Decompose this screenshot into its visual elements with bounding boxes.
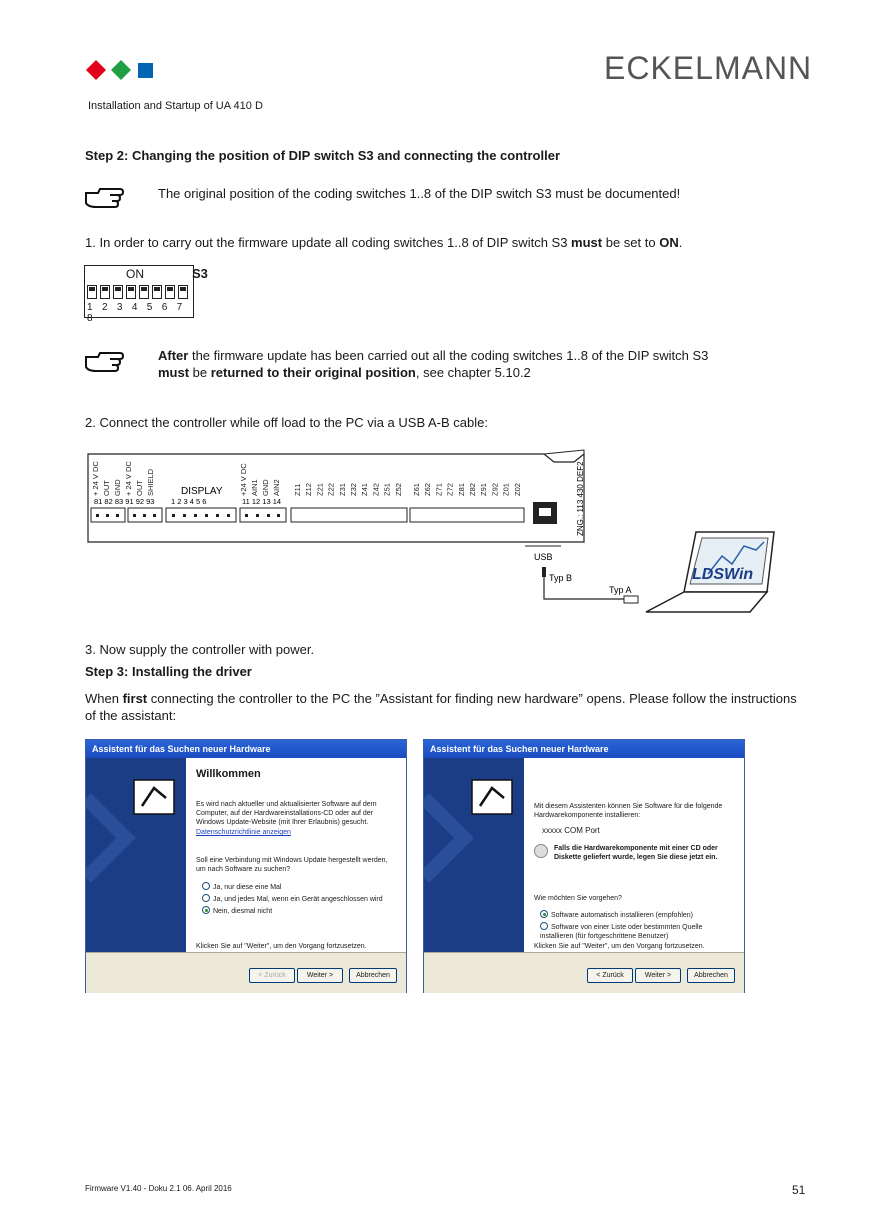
wizard-content <box>186 758 406 952</box>
dip-switch-5 <box>139 285 149 299</box>
option-not-now[interactable]: Nein, diesmal nicht <box>202 906 272 916</box>
display-label: DISPLAY <box>181 486 223 497</box>
terminal-label: Z81 <box>456 483 466 496</box>
radio-icon <box>202 894 210 902</box>
option-list-install[interactable]: Software von einer Liste oder bestimmten Quelle installieren (für fortgeschrittene Benutzer) <box>540 924 703 940</box>
step2-item1: 1. In order to carry out the firmware update all coding switches 1..8 of DIP switch S3 must be set to ON. <box>85 235 683 250</box>
radio-selected-icon <box>202 906 210 914</box>
dip-switch-s3 <box>84 265 194 324</box>
terminal-label: GND <box>113 479 122 496</box>
step2-heading: Step 2: Changing the position of DIP switch S3 and connecting the controller <box>85 148 561 163</box>
next-button[interactable]: Weiter > <box>635 968 681 983</box>
dip-switch-6 <box>152 285 162 299</box>
privacy-link[interactable]: Datenschutzrichtlinie anzeigen <box>196 829 291 836</box>
dip-switch-label: S3 <box>192 266 208 281</box>
terminal-label: Z02 <box>512 483 522 496</box>
terminal-label: Z62 <box>423 483 433 496</box>
terminal-label: Z42 <box>371 483 381 496</box>
wizard-title: Assistent für das Suchen neuer Hardware <box>86 740 406 758</box>
terminal-label: OUT <box>135 480 144 496</box>
terminal-label: Z21 <box>315 483 325 496</box>
wizard-side-panel <box>86 758 186 952</box>
dip-switch-1 <box>87 285 97 299</box>
brand-name: ECKELMANN <box>604 50 813 86</box>
terminal-label: Z71 <box>434 483 444 496</box>
cd-icon <box>534 844 548 861</box>
next-button[interactable]: Weiter > <box>297 968 343 983</box>
option-once[interactable]: Ja, nur diese eine Mal <box>202 882 281 892</box>
dip-switch-7 <box>165 285 175 299</box>
terminal-label: Z22 <box>326 483 336 496</box>
terminal-label: Z12 <box>304 483 314 496</box>
terminal-label: Z61 <box>412 483 421 496</box>
pointing-hand-icon <box>84 183 124 211</box>
wizard-heading: Willkommen <box>196 768 261 780</box>
terminal-label: +24 V DC <box>239 463 248 496</box>
terminal-label: Z41 <box>360 483 370 496</box>
wizard-welcome-screenshot <box>85 739 407 993</box>
typ-a-label: Typ A <box>609 585 632 595</box>
terminal-label: + 24 V DC <box>91 461 100 496</box>
step3-item3: 3. Now supply the controller with power. <box>85 642 315 657</box>
step3-heading: Step 3: Installing the driver <box>85 664 252 679</box>
dip-on-label: ON <box>126 267 144 281</box>
display-numbers: 1 2 3 4 5 6 <box>171 497 207 506</box>
step3-paragraph: When first connecting the controller to the PC the ”Assistant for finding new hardware” opens. Please follow the instructions of the assistant: <box>85 691 797 723</box>
cancel-button[interactable]: Abbrechen <box>349 968 397 983</box>
dip-switch-3 <box>113 285 123 299</box>
terminal-label: Z91 <box>479 483 489 496</box>
dip-switch-4 <box>126 285 136 299</box>
back-button[interactable]: < Zurück <box>587 968 633 983</box>
header-subtitle: Installation and Startup of UA 410 D <box>88 100 263 112</box>
drawing-number: ZNG.: 113 430 DEF2 <box>576 461 585 536</box>
dip-switch-2 <box>100 285 110 299</box>
ldswin-label: LDSWin <box>692 566 754 583</box>
note-document-switches: The original position of the coding switches 1..8 of the DIP switch S3 must be documented! <box>158 186 681 201</box>
wizard-side-panel <box>424 758 524 952</box>
wizard-intro: Mit diesem Assistenten können Sie Software für die folgende Hardwarekomponente installieren: <box>534 803 723 819</box>
typ-b-label: Typ B <box>549 573 573 583</box>
radio-icon <box>202 882 210 890</box>
laptop-icon <box>646 532 774 612</box>
terminal-label: SHIELD <box>146 468 155 496</box>
device-name: xxxxx COM Port <box>542 826 600 835</box>
page-number: 51 <box>792 1183 806 1197</box>
dip-switch-8 <box>178 285 188 299</box>
wizard-content <box>524 758 744 952</box>
wizard-title: Assistent für das Suchen neuer Hardware <box>424 740 744 758</box>
wizard-continue-hint: Klicken Sie auf "Weiter", um den Vorgang fortzusetzen. <box>196 943 367 950</box>
dip-numbers: 1 2 3 4 5 6 7 8 <box>87 302 186 324</box>
ain-numbers: 11 12 13 14 <box>242 497 282 506</box>
terminal-label: Z01 <box>501 483 511 496</box>
note-restore-switches: After the firmware update has been carried out all the coding switches 1..8 of the DIP switch S3 must be returned to their original position, see chapter 5.10.2 <box>158 348 709 380</box>
wizard-question: Wie möchten Sie vorgehen? <box>534 895 622 902</box>
cancel-button[interactable]: Abbrechen <box>687 968 735 983</box>
terminal-label: AIN2 <box>272 479 281 496</box>
radio-icon <box>540 922 548 930</box>
wizard-question: Soll eine Verbindung mit Windows Update hergestellt werden, um nach Software zu suchen? <box>196 857 388 873</box>
pointing-hand-icon <box>84 347 124 375</box>
terminal-label: Z72 <box>445 483 455 496</box>
back-button[interactable]: < Zurück <box>249 968 295 983</box>
terminal-label: Z92 <box>490 483 500 496</box>
terminal-label: Z82 <box>468 483 477 496</box>
terminal-label: Z11 <box>293 483 302 496</box>
step2-item2: 2. Connect the controller while off load to the PC via a USB A-B cable: <box>85 415 488 430</box>
usb-label: USB <box>534 552 553 562</box>
wizard-continue-hint: Klicken Sie auf "Weiter", um den Vorgang fortzusetzen. <box>534 943 705 950</box>
terminal-label: Z31 <box>337 483 347 496</box>
terminal-label: + 24 V DC <box>124 461 133 496</box>
radio-selected-icon <box>540 910 548 918</box>
option-auto-install[interactable]: Software automatisch installieren (empfohlen) <box>540 910 693 920</box>
wizard-intro: Es wird nach aktueller und aktualisierter Software auf dem Computer, auf der Hardwareinstallations-CD oder auf der Windows Update-Website (mit Ihrer Erlaubnis) gesucht. <box>196 801 377 826</box>
eckelmann-logo <box>84 58 158 82</box>
footer-version: Firmware V1.40 - Doku 2.1 06. April 2016 <box>85 1184 232 1193</box>
option-always[interactable]: Ja, und jedes Mal, wenn ein Gerät angeschlossen wird <box>202 894 383 904</box>
wizard-install-screenshot <box>423 739 745 993</box>
terminal-label: Z51 <box>382 483 392 496</box>
terminal-label: Z52 <box>393 483 403 496</box>
controller-connection-diagram <box>84 446 794 621</box>
cd-note: Falls die Hardwarekomponente mit einer CD oder Diskette geliefert wurde, legen Sie diese jetzt ein. <box>554 845 718 861</box>
terminal-label: AIN1 <box>250 479 259 496</box>
terminal-numbers: 81 82 83 91 92 93 <box>94 497 155 506</box>
terminal-label: GND <box>261 479 270 496</box>
terminal-label: OUT <box>102 480 111 496</box>
terminal-label: Z32 <box>349 483 358 496</box>
